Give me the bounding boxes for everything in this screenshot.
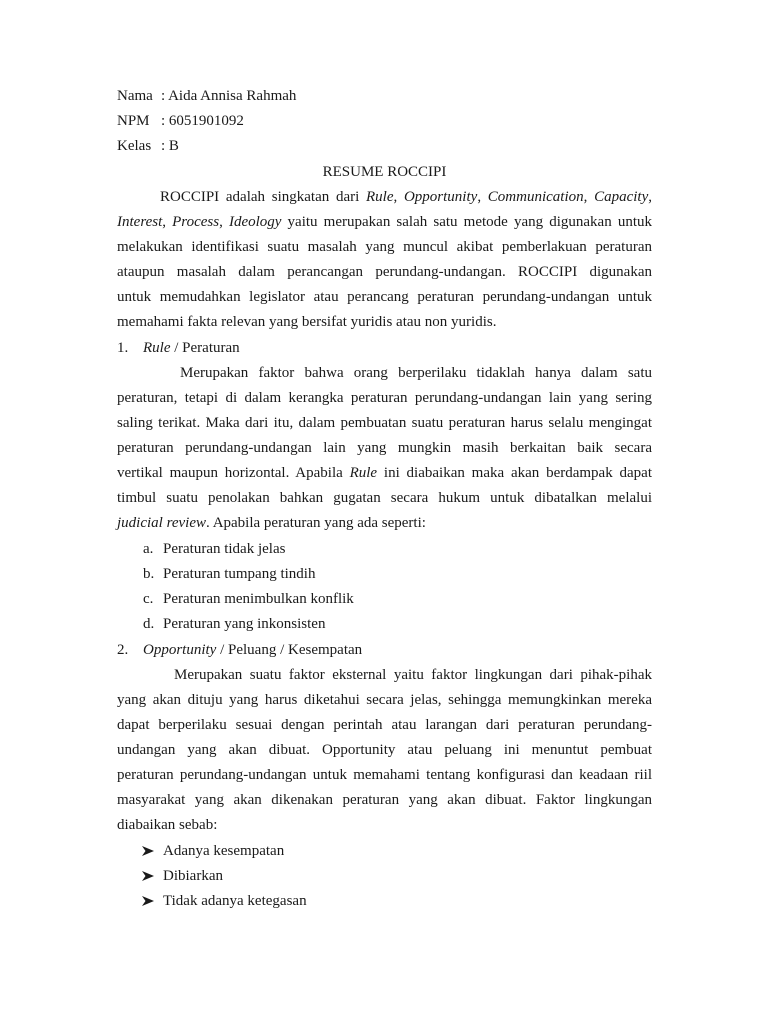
intro-line-3: melakukan identifikasi suatu masalah yang muncul akibat pemberlakuan peraturan: [117, 239, 652, 255]
kelas-row: [117, 136, 652, 156]
section-2-line-2: yang akan dituju yang harus diketahui secara jelas, sehingga memungkinkan mereka: [117, 692, 652, 708]
section-1-line-4: peraturan perundang-undangan lain yang mungkin masih berkaitan baik secara: [117, 440, 652, 456]
npm-label: NPM: [117, 113, 150, 129]
list-item-marker: a.: [143, 541, 154, 557]
arrowhead-bullet-icon: [141, 866, 155, 886]
section-2-line-7: diabaikan sebab:: [117, 817, 218, 833]
nama-label: Nama: [117, 88, 153, 104]
section-1-line-6: timbul suatu penolakan bahkan gugatan secara hukum untuk dibatalkan melalui: [117, 490, 652, 506]
arrowhead-bullet-icon: [141, 841, 155, 861]
section-1-line-3: saling terikat. Maka dari itu, dalam pembuatan suatu peraturan harus selalu mengingat: [117, 415, 652, 431]
list-item: Peraturan tidak jelas: [163, 541, 286, 557]
bullet-item: Adanya kesempatan: [163, 843, 285, 859]
section-1-line-2: peraturan, tetapi di dalam kerangka peraturan perundang-undangan lain yang sering: [117, 390, 652, 406]
nama-value: : Aida Annisa Rahmah: [161, 88, 297, 104]
nama-row: [117, 86, 652, 106]
section-2-line-3: dapat berperilaku sesuai dengan perintah atau larangan dari peraturan perundang-: [117, 717, 652, 733]
intro-line-1: ROCCIPI adalah singkatan dari Rule, Opportunity, Communication, Capacity,: [160, 189, 652, 205]
document-title: RESUME ROCCIPI: [322, 164, 447, 180]
intro-line-4: ataupun masalah dalam perancangan perundang-undangan. ROCCIPI digunakan: [117, 264, 652, 280]
list-item-marker: b.: [143, 566, 155, 582]
list-item: Peraturan yang inkonsisten: [163, 616, 326, 632]
section-2-title: Opportunity / Peluang / Kesempatan: [143, 642, 363, 658]
kelas-value: : B: [161, 138, 179, 154]
intro-line-6: memahami fakta relevan yang bersifat yuridis atau non yuridis.: [117, 314, 497, 330]
intro-line-5: untuk memudahkan legislator atau perancang peraturan perundang-undangan untuk: [117, 289, 652, 305]
section-2-line-5: peraturan perundang-undangan untuk memahami tentang konfigurasi dan keadaan riil: [117, 767, 652, 783]
section-1-line-7: judicial review. Apabila peraturan yang ada seperti:: [117, 515, 426, 531]
section-1-line-1: Merupakan faktor bahwa orang berperilaku tidaklah hanya dalam satu: [180, 365, 652, 381]
list-item: Peraturan tumpang tindih: [163, 566, 316, 582]
section-2-line-4: undangan yang akan dibuat. Opportunity atau peluang ini menuntut pembuat: [117, 742, 652, 758]
arrowhead-bullet-icon: [141, 891, 155, 911]
bullet-item: Tidak adanya ketegasan: [163, 893, 307, 909]
intro-line-2: Interest, Process, Ideology yaitu merupakan salah satu metode yang digunakan untuk: [117, 214, 652, 230]
section-2-number: 2.: [117, 642, 129, 658]
list-item-marker: c.: [143, 591, 154, 607]
list-item-marker: d.: [143, 616, 155, 632]
section-1-line-5: vertikal maupun horizontal. Apabila Rule ini diabaikan maka akan berdampak dapat: [117, 465, 653, 481]
kelas-label: Kelas: [117, 138, 152, 154]
npm-row: [117, 111, 652, 131]
list-item: Peraturan menimbulkan konflik: [163, 591, 354, 607]
section-1-title: Rule / Peraturan: [143, 340, 240, 356]
section-2-line-1: Merupakan suatu faktor eksternal yaitu faktor lingkungan dari pihak-pihak: [174, 667, 652, 683]
section-1-number: 1.: [117, 340, 129, 356]
section-2-line-6: masyarakat yang akan dikenakan peraturan yang akan dibuat. Faktor lingkungan: [117, 792, 652, 808]
npm-value: : 6051901092: [161, 113, 244, 129]
bullet-item: Dibiarkan: [163, 868, 223, 884]
